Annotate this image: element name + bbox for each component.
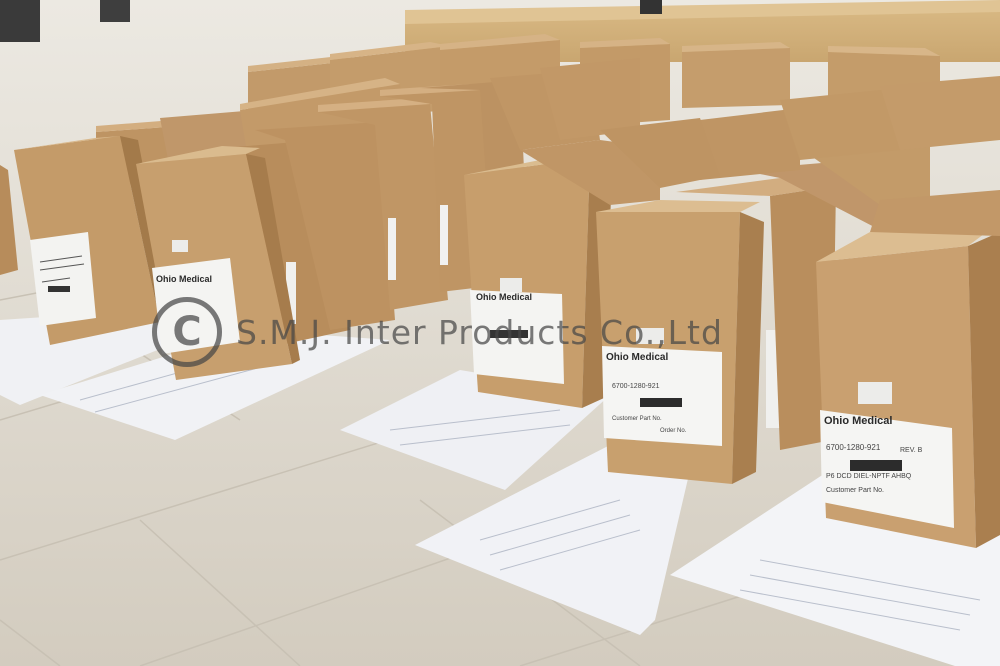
box-c bbox=[464, 158, 612, 408]
label-brand: Ohio Medical bbox=[824, 415, 893, 427]
watermark-text: S.M.J. Inter Products Co.,Ltd bbox=[236, 312, 723, 352]
label-customer-part: Customer Part No. bbox=[612, 416, 662, 422]
chair-wheel bbox=[100, 0, 130, 22]
label-order: Order No. bbox=[660, 428, 687, 434]
copyright-icon: C bbox=[152, 297, 222, 367]
tape-dispenser bbox=[640, 0, 662, 14]
label-description: P6 DCD DIEL-NPTF AHBQ bbox=[826, 473, 912, 480]
box-e bbox=[816, 222, 1000, 548]
box-d bbox=[596, 200, 780, 484]
label-part-number: 6700-1280-921 bbox=[826, 443, 881, 452]
chair-leg bbox=[0, 0, 40, 42]
label-rev: REV. B bbox=[900, 447, 923, 454]
label-brand: Ohio Medical bbox=[156, 274, 213, 284]
label-brand: Ohio Medical bbox=[606, 352, 669, 363]
label-brand: Ohio Medical bbox=[476, 292, 533, 302]
label-part-number: 6700-1280-921 bbox=[612, 383, 660, 390]
label-customer-part: Customer Part No. bbox=[826, 487, 884, 494]
